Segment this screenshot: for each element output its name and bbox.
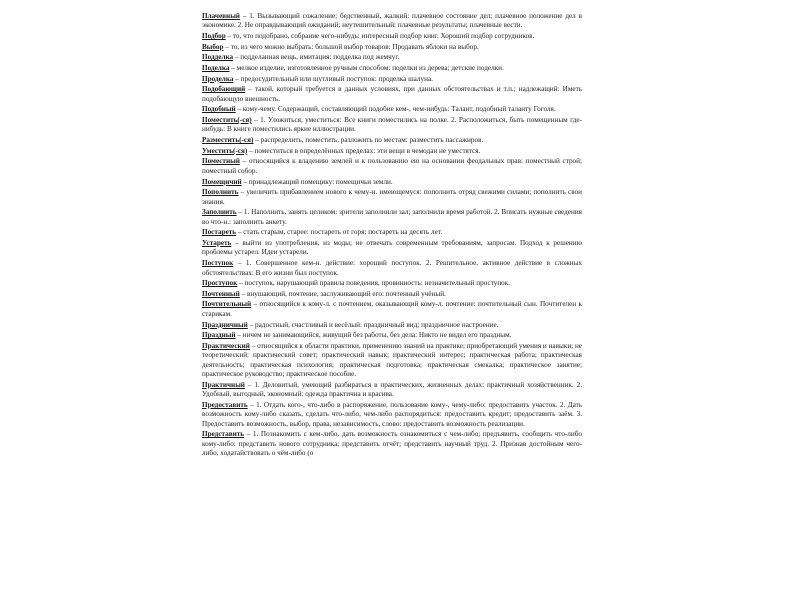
headword: Представить [202, 430, 245, 439]
definition: – такой, который требуется в данных условиях, при данных обстоятельствах и т.п.; надлежащий: Иметь подобающую внешность. [202, 85, 582, 103]
entry-prakticheskiy [202, 342, 582, 380]
headword: Почтенный [202, 289, 240, 298]
dictionary-page [202, 12, 582, 460]
entry-zapolnit [202, 208, 582, 227]
headword: Постареть [202, 228, 237, 237]
headword: Поделка [202, 64, 230, 73]
definition: – поместиться в определённых пределах: эти вещи в чемодан не уместятся. [247, 146, 481, 155]
definition: – 1. Наполнить, занять целиком: зрители заполнили зал; заполнили время работой. 2. Вписать нужные сведения во что-н.: заполнить анкету. [202, 208, 582, 226]
headword: Практический [202, 341, 250, 350]
entry-pochtitelny [202, 300, 582, 319]
entry-ustaret [202, 239, 582, 258]
definition: – относящийся к кому-л. с почтением, оказывающий кому-л. почтение: почтительный сын. Почтителен к старикам. [202, 300, 582, 318]
definition: – поступок, нарушающий правила поведения, провинность: незначительный проступок. [237, 279, 511, 288]
headword: Почтительный [202, 300, 252, 309]
headword: Праздничный [202, 320, 248, 329]
entry-razmestit [202, 136, 582, 145]
definition: – 1. Познакомить с кем-либо, дать возможность ознакомиться с чем-либо; предъявить, сообщить что-либо кому-либо: представить нового сотрудника; представить отчёт; представить научный труд. 2. Признав достойным чего-либо, ходатайствовать о чём-либо (о [202, 430, 582, 458]
entry-podobny [202, 105, 582, 114]
entry-praktichny [202, 381, 582, 400]
headword: Поместить(-ся) [202, 116, 252, 125]
entry-prostupok [202, 279, 582, 288]
headword: Практичный [202, 380, 245, 389]
entry-postupok [202, 259, 582, 278]
headword: Подобный [202, 105, 236, 114]
definition: – кому-чему. Содержащий, составляющий подобие кем-, чем-нибудь: Талант, подобный таланту Гоголя. [235, 105, 556, 114]
headword: Помещичий [202, 177, 242, 186]
entry-predstavit [202, 430, 582, 458]
definition: – распределить, поместить, разложить по местам: разместить пассажиров. [253, 136, 484, 145]
definition: – подделанная вещь, имитация: подделка под жемчуг. [233, 53, 400, 62]
entry-podbor [202, 32, 582, 41]
entry-podobayushchiy [202, 85, 582, 104]
headword: Уместить(-ся) [202, 146, 248, 155]
headword: Проделка [202, 74, 234, 83]
entry-pomeshchichiy [202, 178, 582, 187]
definition: – предосудительный или шутливый поступок: проделка шалуна. [233, 74, 433, 83]
definition: – внушающий, почтение, заслуживающий его: почтенный учёный. [239, 289, 446, 298]
definition: – то, что подобрано, собрание чего-нибудь: интересный подбор книг. Хороший подбор сотрудников. [225, 32, 535, 41]
definition: – 1. Деловитый, умеющий разбираться в практических, жизненных делах: практичный хозяйственник. 2. Удобный, выгодный, экономный: одежда практична и красива. [202, 380, 582, 399]
definition: – радостный, счастливый и весёлый: праздничный вид; праздничное настроение. [247, 320, 499, 329]
headword: Поступок [202, 259, 234, 268]
headword: Подбор [202, 32, 226, 41]
entry-podelka [202, 64, 582, 73]
headword: Подделка [202, 53, 234, 62]
headword: Праздный [202, 331, 236, 340]
headword: Подобающий [202, 85, 246, 94]
entry-vybor [202, 43, 582, 52]
headword: Заполнить [202, 208, 237, 217]
headword: Устареть [202, 238, 232, 247]
headword: Пополнить [202, 188, 239, 197]
headword: Проступок [202, 279, 238, 288]
definition: – 1. Уложиться, уместиться: Все книги поместились на полке. 2. Расположиться, быть помещенным где-нибудь: В книге поместились яркие иллюстрации. [202, 116, 582, 134]
definition: – мелкое изделие, изготовленное ручным способом: поделки из дерева; детские поделки. [229, 64, 504, 73]
entry-pochtenny [202, 290, 582, 299]
entry-predostavit [202, 401, 582, 429]
definition: – выйти из употребления, из моды; не отвечать современным требованиям, запросам. Подход к решению проблемы устарел. Идеи устарели. [202, 238, 582, 257]
entry-prodelka [202, 75, 582, 84]
entry-postaret [202, 228, 582, 237]
entry-poddelka [202, 53, 582, 62]
headword: Разместить(-ся) [202, 136, 254, 145]
entry-pomestny [202, 157, 582, 176]
entry-plachevny [202, 12, 582, 31]
headword: Предоставить [202, 400, 248, 409]
entry-umestit [202, 147, 582, 156]
definition: – увеличить прибавлением нового к чему-н. имеющемуся: пополнить отряд свежими силами; пополнить свои знания. [202, 188, 582, 206]
definition: – ничем не занимающийся, живущий без работы, без дела: Никто не видел его праздным. [235, 331, 512, 340]
definition: – относящийся к области практики, применению знаний на практике; приобретающий умения и навыки; не теоретический: практический совет; практический навык; практический интерес; практическая работа; практическая деятельность; практическая психология; практическая подготовка; практическая смекалка; практическое занятие; практическое руководство; практическое пособие. [202, 341, 582, 379]
definition: – 1. Совершенное кем-н. действие: хороший поступок. 2. Решительное, активное действие в сложных обстоятельствах: В его жизни был поступок. [202, 259, 582, 277]
headword: Поместный [202, 157, 240, 166]
entry-prazdnichny [202, 321, 582, 330]
definition: – 1. Вызывающий сожаление; бедственный, жалкий: плачевное состояние дел; плачевное положение дел в экономике. 2. Не оправдывающий ожиданий; неутешительный: плачевные результаты; плачевные вести. [202, 12, 582, 30]
entry-pomestit [202, 116, 582, 135]
headword: Плачевный [202, 12, 240, 20]
definition: – то, из чего можно выбрать: большой выбор товаров: Продавать яблоки на выбор. [223, 42, 479, 51]
headword: Выбор [202, 42, 224, 51]
definition: – стать старым, старее: постареть от горя; постареть на десять лет. [236, 228, 443, 237]
definition: – относящийся к владению землей и к пользованию ею на основании феодальных прав: поместный строй; поместный собор. [202, 157, 582, 175]
definition: – принадлежащий помещику: помещичьи земли. [241, 177, 393, 186]
entry-prazdny [202, 331, 582, 340]
definition: – 1. Отдать кого-, что-либо в распоряжение, пользование кому-, чему-либо: предоставить участок. 2. Дать возможность кому-либо сказать, сделать что-либо, чем-либо распорядиться: предоставить кредит; предоставить заём. 3. Предоставить возможность, выбор, права, независимость, слово: предоставить возможность реализации. [202, 400, 582, 428]
entry-popolnit [202, 188, 582, 207]
